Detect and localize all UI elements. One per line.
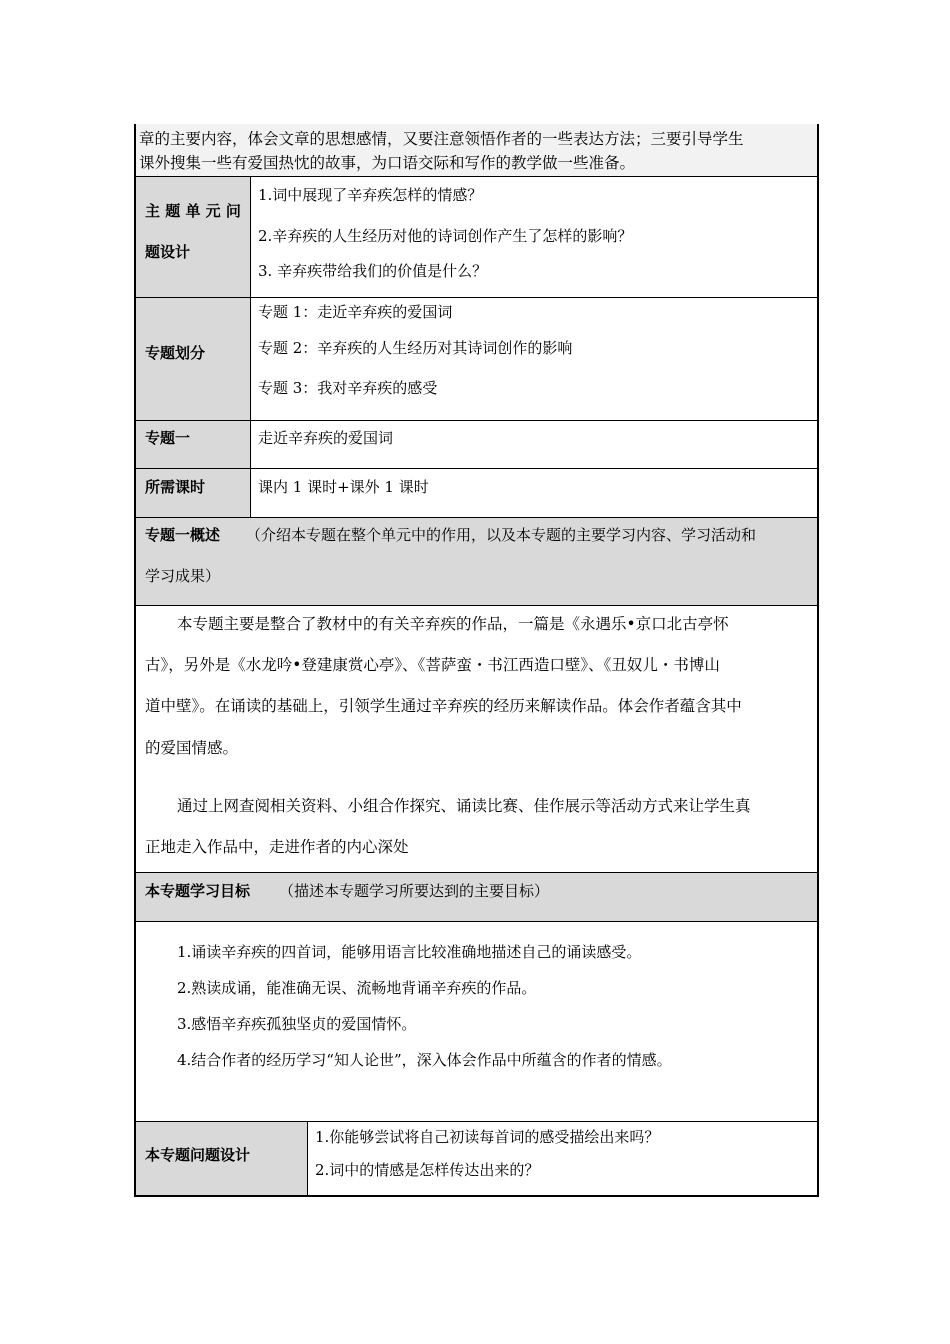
overview-paragraph-line: 古》，另外是《水龙吟•登建康赏心亭》、《菩萨蛮・书江西造口壁》、《丑奴儿・书博山 xyxy=(145,656,720,674)
divider xyxy=(134,420,819,421)
divider xyxy=(134,297,819,298)
goals-note: （描述本专题学习所要达到的主要目标） xyxy=(279,882,550,900)
goals-label: 本专题学习目标 xyxy=(145,882,251,900)
overview-paragraph-line: 通过上网查阅相关资料、小组合作探究、诵读比赛、佳作展示等活动方式来让学生真 xyxy=(177,797,751,815)
goal-item: 4.结合作者的经历学习“知人论世”，深入体会作品中所蕴含的作者的情感。 xyxy=(177,1051,672,1069)
overview-note: （介绍本专题在整个单元中的作用，以及本专题的主要学习内容、学习活动和 xyxy=(246,526,757,544)
question-item: 2.词中的情感是怎样传达出来的？ xyxy=(315,1161,540,1179)
unit-question-item: 2.辛弃疾的人生经历对他的诗词创作产生了怎样的影响？ xyxy=(258,227,633,245)
divider xyxy=(134,872,819,873)
column-divider xyxy=(250,176,251,517)
intro-line: 章的主要内容，体会文章的思想感情，又要注意领悟作者的一些表达方法；三要引导学生 xyxy=(139,130,744,148)
overview-paragraph-line: 正地走入作品中，走进作者的内心深处 xyxy=(145,838,409,856)
overview-paragraph-line: 本专题主要是整合了教材中的有关辛弃疾的作品，一篇是《永遇乐•京口北古亭怀 xyxy=(177,615,729,633)
divider xyxy=(134,468,819,469)
goal-item: 1.诵读辛弃疾的四首词，能够用语言比较准确地描述自己的诵读感受。 xyxy=(177,943,642,961)
overview-label: 专题一概述 xyxy=(145,526,221,544)
topic-item: 专题 1：走近辛弃疾的爱国词 xyxy=(258,303,453,321)
divider xyxy=(134,176,819,177)
overview-paragraph-line: 道中壁》。在诵读的基础上，引领学生通过辛弃疾的经历来解读作品。体会作者蕴含其中 xyxy=(145,697,742,715)
topics-label: 专题划分 xyxy=(145,344,206,362)
column-divider xyxy=(307,1121,308,1197)
topic1-value: 走近辛弃疾的爱国词 xyxy=(258,429,394,447)
unit-question-item: 3. 辛弃疾带给我们的价值是什么？ xyxy=(258,262,488,280)
divider xyxy=(134,921,819,922)
questions-label: 本专题问题设计 xyxy=(145,1146,251,1164)
question-item: 1.你能够尝试将自己初读每首词的感受描绘出来吗？ xyxy=(315,1128,660,1146)
divider xyxy=(134,605,819,606)
divider xyxy=(134,517,819,518)
topic-item: 专题 2：辛弃疾的人生经历对其诗词创作的影响 xyxy=(258,339,573,357)
goal-item: 3.感悟辛弃疾孤独坚贞的爱国情怀。 xyxy=(177,1015,417,1033)
hours-value: 课内 1 课时+课外 1 课时 xyxy=(258,478,429,496)
unit-question-item: 1.词中展现了辛弃疾怎样的情感？ xyxy=(258,186,483,204)
hours-label: 所需课时 xyxy=(145,478,206,496)
overview-note: 学习成果） xyxy=(145,567,221,585)
unit-questions-label: 主 题 单 元 问 xyxy=(145,202,241,220)
unit-questions-label: 题设计 xyxy=(145,243,191,261)
goal-item: 2.熟读成诵，能准确无误、流畅地背诵辛弃疾的作品。 xyxy=(177,979,537,997)
intro-line: 课外搜集一些有爱国热忱的故事，为口语交际和写作的教学做一些准备。 xyxy=(139,154,636,172)
overview-paragraph-line: 的爱国情感。 xyxy=(145,739,239,757)
divider xyxy=(134,1121,819,1122)
topic-item: 专题 3：我对辛弃疾的感受 xyxy=(258,379,438,397)
topic1-label: 专题一 xyxy=(145,429,191,447)
